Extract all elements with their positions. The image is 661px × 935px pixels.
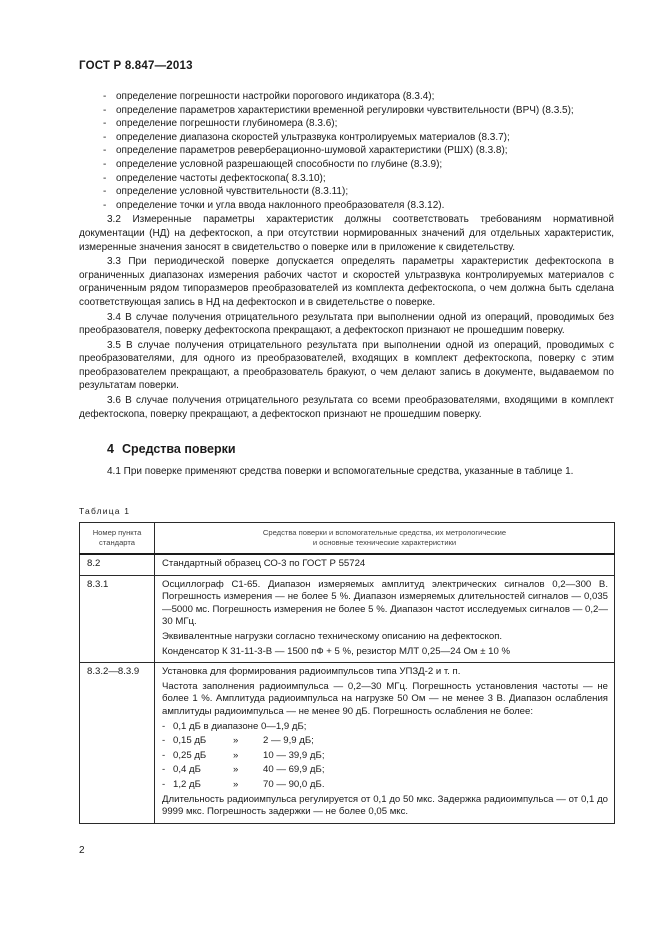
table-row <box>80 575 615 663</box>
section-title-text: Средства поверки <box>121 442 236 456</box>
table-cell-description: Установка для формирования радиоимпульсов типа УПЗД-2 и т. п. Частота заполнения радиоимпульса — 0,2—30 МГц. Погрешность установления частоты — не более 1 %. Амплитуда радиоимпульса на нагрузке 50 Ом — не менее 3 В. Диапазон ослабления амплитуды радиоимпульса — не менее 90 дБ. Погрешность ослабления не более: - 0,1 дБ в диапазоне 0—1,9 дБ; - 0,15 дБ » 2 — 9,9 дБ; - 0,25 дБ » 10 — 39,9 дБ; - 0,4 дБ » 40 — 69,9 дБ; - 1,2 дБ » 70 — 90,0 дБ. Длительность радиоимпульса регулируется от 0,1 до 50 мкс. Задержка радиоимпульса — от 0,1 до 9999 мкс. Погрешность задержки — не более 0,05 мкс. <box>155 663 615 824</box>
table-cell-description: Стандартный образец СО-3 по ГОСТ Р 55724 <box>155 554 615 575</box>
list-item: - определение погрешности настройки порогового индикатора (8.3.4); <box>103 91 435 102</box>
table-header-item: Номер пункта стандарта <box>80 523 155 555</box>
sublist-item: - 0,15 дБ » 2 — 9,9 дБ; <box>162 735 314 747</box>
paragraph-3-2: 3.2 Измеренные параметры характеристик должны соответствовать требованиям нормативной документации (НД) на дефектоскоп, а при отсутствии нормированных значений для отдельных характеристик, измеренные значения заносят в свидетельство о поверке или в приложение к свидетельству. <box>79 214 614 253</box>
table-caption: Таблица 1 <box>79 506 131 516</box>
section-number: 4 <box>107 442 114 456</box>
list-item: - определение точки и угла ввода наклонного преобразователя (8.3.12). <box>103 199 445 211</box>
table-cell-item: 8.3.2—8.3.9 <box>80 663 155 824</box>
paragraph-3-3: 3.3 При периодической поверке допускается определять параметры характеристик дефектоскопа в ограниченных диапазонах измерения рабочих частот и скоростей ультразвука контролируемых материалов с ограниченным рядом типоразмеров преобразователей из комплекта дефектоскопа, о чем должна быть сделана соответствующая запись в НД на дефектоскоп и в свидетельстве о поверке. <box>79 256 614 308</box>
section-heading <box>107 442 244 456</box>
paragraph-3-4: 3.4 В случае получения отрицательного результата при выполнении одной из операций, проводимых без преобразователя, поверку дефектоскопа прекращают, а дефектоскоп признают не прошедшим поверку. <box>79 311 614 337</box>
sublist-item: - 0,25 дБ » 10 — 39,9 дБ; <box>162 749 325 761</box>
sublist-item: - 0,1 дБ в диапазоне 0—1,9 дБ; <box>162 720 307 732</box>
list-item: - определение параметров реверберационно-шумовой характеристики (РШХ) (8.3.8); <box>103 145 508 157</box>
list-item: - определение условной разрешающей способности по глубине (8.3.9); <box>103 158 443 170</box>
table-row <box>80 663 615 824</box>
document-header: ГОСТ Р 8.847—2013 <box>79 60 193 72</box>
table-cell-item: 8.3.1 <box>80 575 155 663</box>
list-item: - определение параметров характеристики временной регулировки чувствительности (ВРЧ) (8.3.5); <box>103 104 574 116</box>
paragraph-3-6: 3.6 В случае получения отрицательного результата со всеми преобразователями, входящими в комплект дефектоскопа, поверку прекращают, а дефектоскоп признают не прошедшим поверку. <box>79 395 614 420</box>
table-cell-description: Осциллограф С1-65. Диапазон измеряемых амплитуд электрических сигналов 0,2—300 В. Погрешность измерения — не более 5 %. Диапазон измеряемых длительностей сигналов — 0,035—5000 мс. Погрешность измерения не более 5 %. Диапазон частот исследуемых сигналов — 0,2—30 МГц. Эквивалентные нагрузки согласно техническому описанию на дефектоскоп. Конденсатор К 31-11-3-В — 1500 пФ + 5 %, резистор МЛТ 0,25—24 Ом ± 10 % <box>155 575 615 663</box>
paragraph-4-1: 4.1 При поверке применяют средства поверки и вспомогательные средства, указанные в таблице 1. <box>107 466 574 477</box>
table-row <box>80 554 615 575</box>
list-item: - определение диапазона скоростей ультразвука контролируемых материалов (8.3.7); <box>103 131 510 143</box>
paragraph-3-5: 3.5 В случае получения отрицательного результата при выполнении одной из операций, проводимых с преобразователями, для одного из преобразователей, входящих в комплект дефектоскопа, поверку с этим преобразователем прекращают, а преобразователь бракуют, о чем делают запись в документе, выдаваемом по результатам поверки. <box>79 339 614 392</box>
table-header-description: Средства поверки и вспомогательные средства, их метрологические и основные технические характеристики <box>155 523 615 555</box>
page-number: 2 <box>79 845 85 856</box>
table-cell-item: 8.2 <box>80 554 155 575</box>
sublist-item: - 1,2 дБ » 70 — 90,0 дБ. <box>162 778 325 790</box>
sublist-item: - 0,4 дБ » 40 — 69,9 дБ; <box>162 764 325 776</box>
list-item: - определение частоты дефектоскопа( 8.3.10); <box>103 172 326 184</box>
list-item: - определение погрешности глубиномера (8.3.6); <box>103 118 338 130</box>
body-text <box>79 90 614 421</box>
tools-table <box>79 522 615 824</box>
list-item: - определение условной чувствительности (8.3.11); <box>103 186 349 198</box>
